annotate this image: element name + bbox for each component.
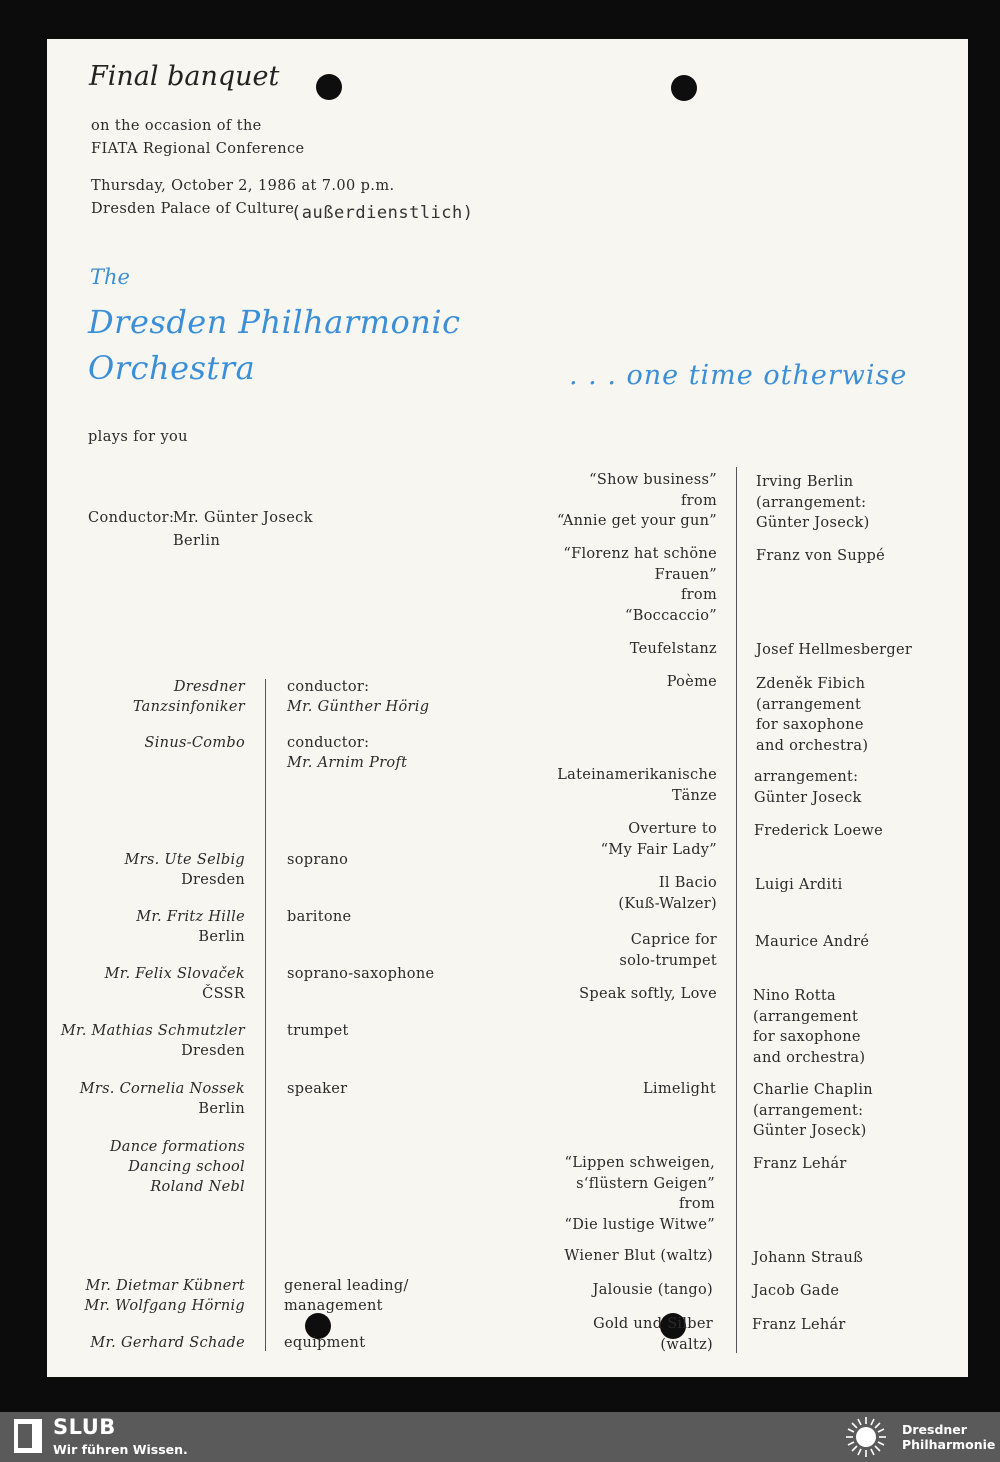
performer-city: Dresden [181, 1043, 245, 1059]
slub-logo-icon [14, 1419, 42, 1453]
partner-name-line: Dresdner [902, 1422, 967, 1437]
program-composer: Nino Rotta (arrangement for saxophone and orchestra) [753, 988, 866, 1066]
role-label: conductor: [287, 735, 370, 751]
staff-group [85, 1276, 245, 1316]
performer [80, 1079, 245, 1119]
program-composer: Maurice André [755, 934, 870, 950]
performer [105, 964, 245, 1004]
program-title: “Show business” from “Annie get your gun” [557, 472, 717, 529]
partner-name-line: Philharmonie [902, 1437, 996, 1452]
orchestra-name-line: Orchestra [88, 349, 256, 387]
plays-for-you: plays for you [88, 429, 188, 445]
occasion-line: on the occasion of the [91, 118, 262, 134]
program-composer: Franz von Suppé [756, 548, 886, 564]
orchestra-the: The [90, 265, 130, 289]
performer-role: trumpet [287, 1023, 349, 1039]
performer-name: Dancing school [128, 1159, 245, 1175]
program-title: Limelight [642, 1081, 716, 1097]
slub-name: SLUB [53, 1415, 116, 1439]
performer-name: Tanzsinfoniker [132, 699, 245, 715]
program-title: Overture to “My Fair Lady” [600, 821, 717, 858]
staff-role [284, 1276, 409, 1316]
dresdner-philharmonie-logo-icon [840, 1415, 892, 1459]
program-title: Lateinamerikanische Tänze [557, 767, 717, 804]
program-composer: Luigi Arditi [755, 877, 843, 893]
program-composer: arrangement: Günter Joseck [754, 769, 862, 806]
performer-role: soprano [287, 852, 349, 868]
role-label: conductor: [287, 679, 370, 695]
performer-name: Roland Nebl [150, 1179, 245, 1195]
performer-city: Berlin [198, 929, 245, 945]
document-page [47, 39, 968, 1377]
divider-line [736, 467, 737, 1353]
performer-role: soprano-saxophone [287, 966, 435, 982]
program-title: “Florenz hat schöne Frauen” from “Boccaccio” [563, 546, 717, 624]
performer-city: Berlin [198, 1101, 245, 1117]
staff-name: Mr. Wolfgang Hörnig [84, 1298, 245, 1314]
conductor-city: Berlin [173, 533, 221, 549]
punch-hole [316, 74, 342, 100]
performer [124, 850, 245, 890]
staff-group [90, 1333, 245, 1353]
page-title: Final banquet [89, 61, 280, 92]
program-composer: Franz Lehár [752, 1317, 846, 1333]
performer-city: Dresden [181, 872, 245, 888]
performer-group [133, 677, 245, 717]
program-title: Teufelstanz [629, 641, 717, 657]
performer [136, 907, 245, 947]
slub-tagline: Wir führen Wissen. [53, 1442, 188, 1457]
program-title: Caprice for solo-trumpet [619, 932, 717, 969]
occasion-text [91, 115, 304, 161]
program-composer: Jacob Gade [753, 1283, 840, 1299]
divider-line [265, 679, 266, 1351]
performer [61, 1021, 245, 1061]
punch-hole [671, 75, 697, 101]
date-line: Thursday, October 2, 1986 at 7.00 p.m. [91, 178, 395, 194]
performer-name: Dresdner [173, 679, 245, 695]
performer-group [110, 1137, 245, 1197]
staff-name: Mr. Gerhard Schade [90, 1335, 245, 1351]
performer-role: speaker [287, 1081, 348, 1097]
performer-group [145, 733, 245, 753]
program-title: Il Bacio (Kuß-Walzer) [618, 875, 717, 912]
role-person: Mr. Arnim Proft [287, 755, 408, 771]
conductor-info [173, 507, 313, 553]
staff-role: equipment [284, 1335, 366, 1351]
venue-line: Dresden Palace of Culture [91, 201, 295, 217]
performer-name: Dance formations [109, 1139, 245, 1155]
footer-bar [0, 1412, 1000, 1462]
program-title: “Lippen schweigen, s‘flüstern Geigen” from “Die lustige Witwe” [564, 1155, 715, 1233]
performer-name: Mrs. Cornelia Nossek [79, 1081, 245, 1097]
program-composer: Johann Strauß [753, 1250, 864, 1266]
tagline: . . . one time otherwise [569, 360, 908, 391]
program-composer: Irving Berlin (arrangement: Günter Joseck) [756, 474, 870, 531]
performer-name: Mr. Fritz Hille [136, 909, 245, 925]
performer-role [287, 733, 407, 773]
performer-name: Mrs. Ute Selbig [124, 852, 245, 868]
performer-role [287, 677, 429, 717]
role-label: general leading/ [284, 1278, 409, 1294]
orchestra-name [88, 299, 460, 391]
performer-name: Sinus-Combo [144, 735, 245, 751]
occasion-line: FIATA Regional Conference [91, 141, 305, 157]
program-composer: Franz Lehár [753, 1156, 847, 1172]
conductor-label: Conductor: [88, 510, 175, 526]
program-title: Poème [666, 674, 717, 690]
typed-annotation: (außerdienstlich) [291, 203, 474, 223]
program-composer: Charlie Chaplin (arrangement: Günter Joseck) [753, 1082, 873, 1139]
conductor-name: Mr. Günter Joseck [173, 510, 313, 526]
performer-role: baritone [287, 909, 352, 925]
program-title: Gold und Silber (waltz) [593, 1316, 713, 1353]
role-label: management [284, 1298, 383, 1314]
orchestra-name-line: Dresden Philharmonic [88, 303, 461, 341]
program-title: Wiener Blut (waltz) [564, 1248, 713, 1264]
partner-name [902, 1422, 995, 1452]
performer-city: ČSSR [202, 986, 245, 1002]
program-composer: Frederick Loewe [754, 823, 883, 839]
program-title: Speak softly, Love [579, 986, 717, 1002]
performer-name: Mr. Felix Slovaček [104, 966, 245, 982]
performer-name: Mr. Mathias Schmutzler [60, 1023, 245, 1039]
staff-name: Mr. Dietmar Kübnert [85, 1278, 245, 1294]
program-title: Jalousie (tango) [592, 1282, 713, 1298]
program-composer: Zdeněk Fibich (arrangement for saxophone and orchestra) [756, 676, 869, 754]
program-composer: Josef Hellmesberger [756, 642, 913, 658]
role-person: Mr. Günther Hörig [287, 699, 430, 715]
